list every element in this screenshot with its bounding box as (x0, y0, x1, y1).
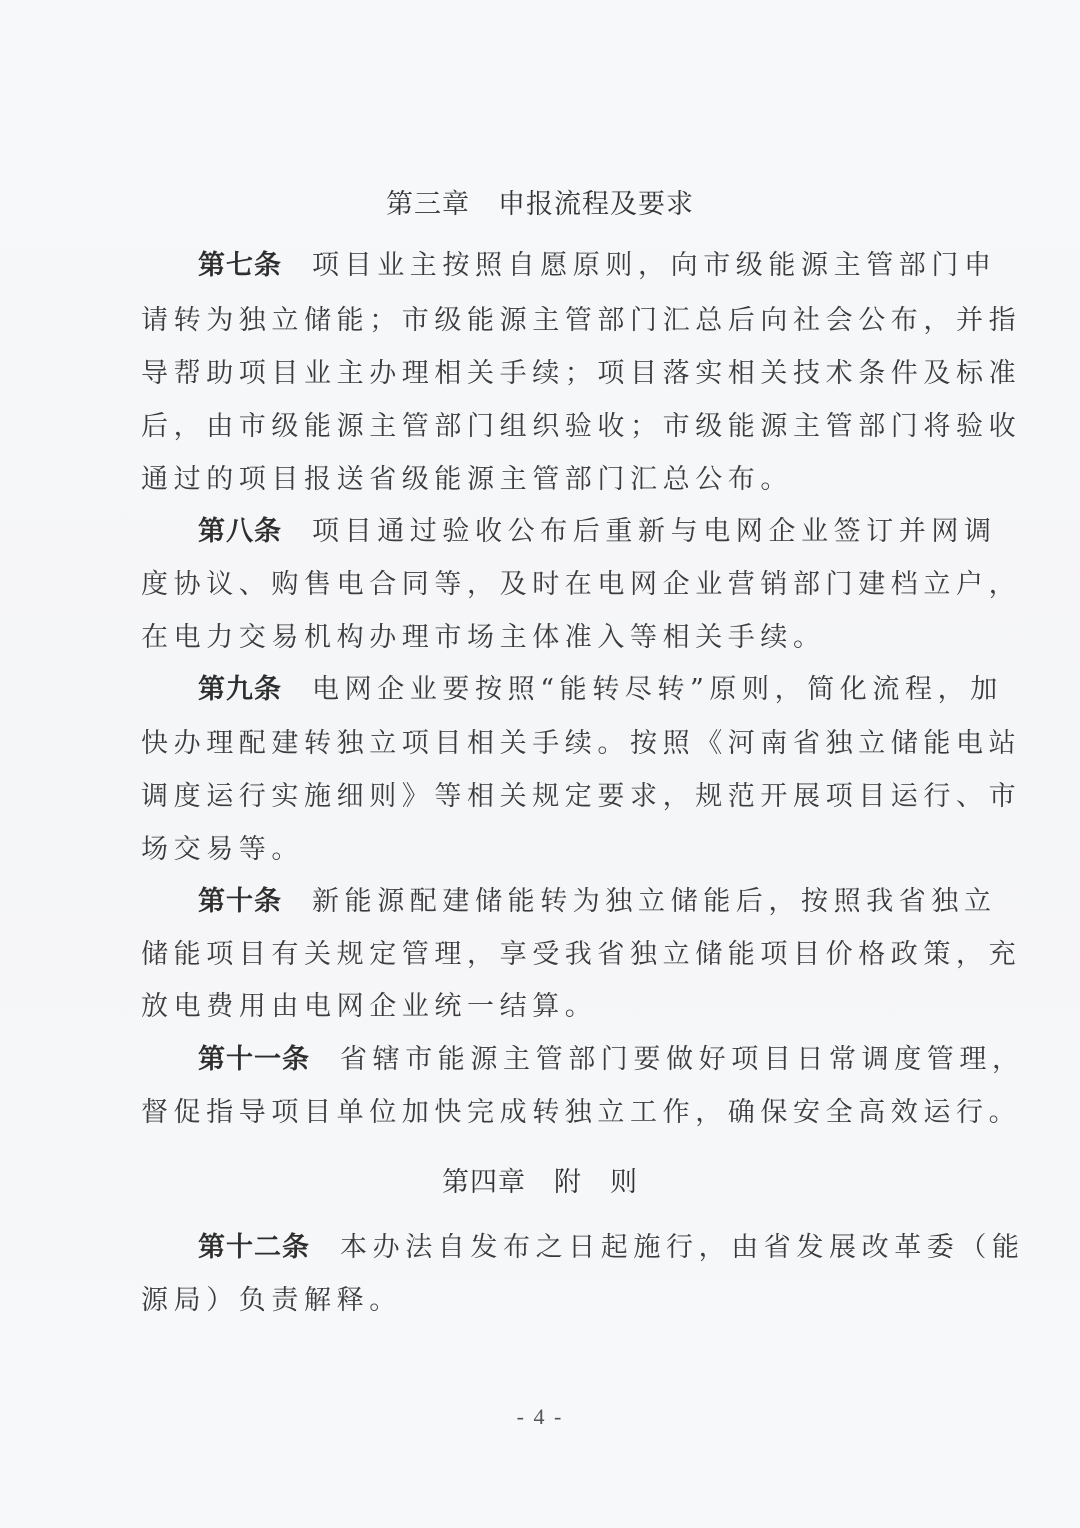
article-text: 新能源配建储能转为独立储能后，按照我省独立 (312, 886, 997, 917)
chapter-title: 申报流程及要求 (498, 189, 694, 220)
article-label: 第十二条 (198, 1232, 310, 1263)
article-line (198, 246, 998, 286)
article-line: 督促指导项目单位加快完成转独立工作，确保安全高效运行。 (141, 1097, 1022, 1128)
page-number: - 4 - (516, 1404, 564, 1429)
article-line: 放电费用由电网企业统一结算。 (141, 991, 598, 1022)
article-line: 调度运行实施细则》等相关规定要求，规范开展项目运行、市 (141, 781, 1022, 812)
article-text: 项目业主按照自愿原则，向市级能源主管部门申 (312, 250, 997, 281)
article-label: 第十条 (198, 886, 282, 917)
chapter-number: 第四章 (442, 1167, 526, 1198)
article-line: 源局）负责解释。 (141, 1285, 402, 1316)
article-label: 第八条 (198, 516, 282, 547)
article-label: 第十一条 (198, 1044, 310, 1075)
article-line: 快办理配建转独立项目相关手续。按照《河南省独立储能电站 (141, 728, 1022, 759)
chapter-number: 第三章 (386, 189, 470, 220)
article-text: 电网企业要按照“能转尽转”原则，简化流程，加 (312, 674, 1003, 705)
article-label: 第九条 (198, 674, 282, 705)
article-line: 导帮助项目业主办理相关手续；项目落实相关技术条件及标准 (141, 358, 1022, 389)
article-line (198, 1040, 1025, 1080)
article-text: 省辖市能源主管部门要做好项目日常调度管理， (340, 1044, 1025, 1075)
article-line (198, 512, 998, 552)
article-text: 项目通过验收公布后重新与电网企业签订并网调 (312, 516, 997, 547)
article-line: 场交易等。 (141, 834, 304, 865)
article-label: 第七条 (198, 250, 282, 281)
article-line: 请转为独立储能；市级能源主管部门汇总后向社会公布，并指 (141, 305, 1022, 336)
article-line: 在电力交易机构办理市场主体准入等相关手续。 (141, 622, 826, 653)
article-text: 本办法自发布之日起施行，由省发展改革委（能 (340, 1232, 1025, 1263)
article-line (198, 882, 998, 922)
chapter-title: 附 则 (554, 1167, 638, 1198)
article-line (198, 670, 1003, 710)
article-line: 后，由市级能源主管部门组织验收；市级能源主管部门将验收 (141, 411, 1022, 442)
article-line: 通过的项目报送省级能源主管部门汇总公布。 (141, 464, 793, 495)
chapter-heading-3 (0, 182, 1080, 221)
chapter-heading-4 (0, 1160, 1080, 1199)
article-line: 度协议、购售电合同等，及时在电网企业营销部门建档立户， (141, 569, 1022, 600)
article-line (198, 1228, 1025, 1268)
article-line: 储能项目有关规定管理，享受我省独立储能项目价格政策，充 (141, 939, 1022, 970)
